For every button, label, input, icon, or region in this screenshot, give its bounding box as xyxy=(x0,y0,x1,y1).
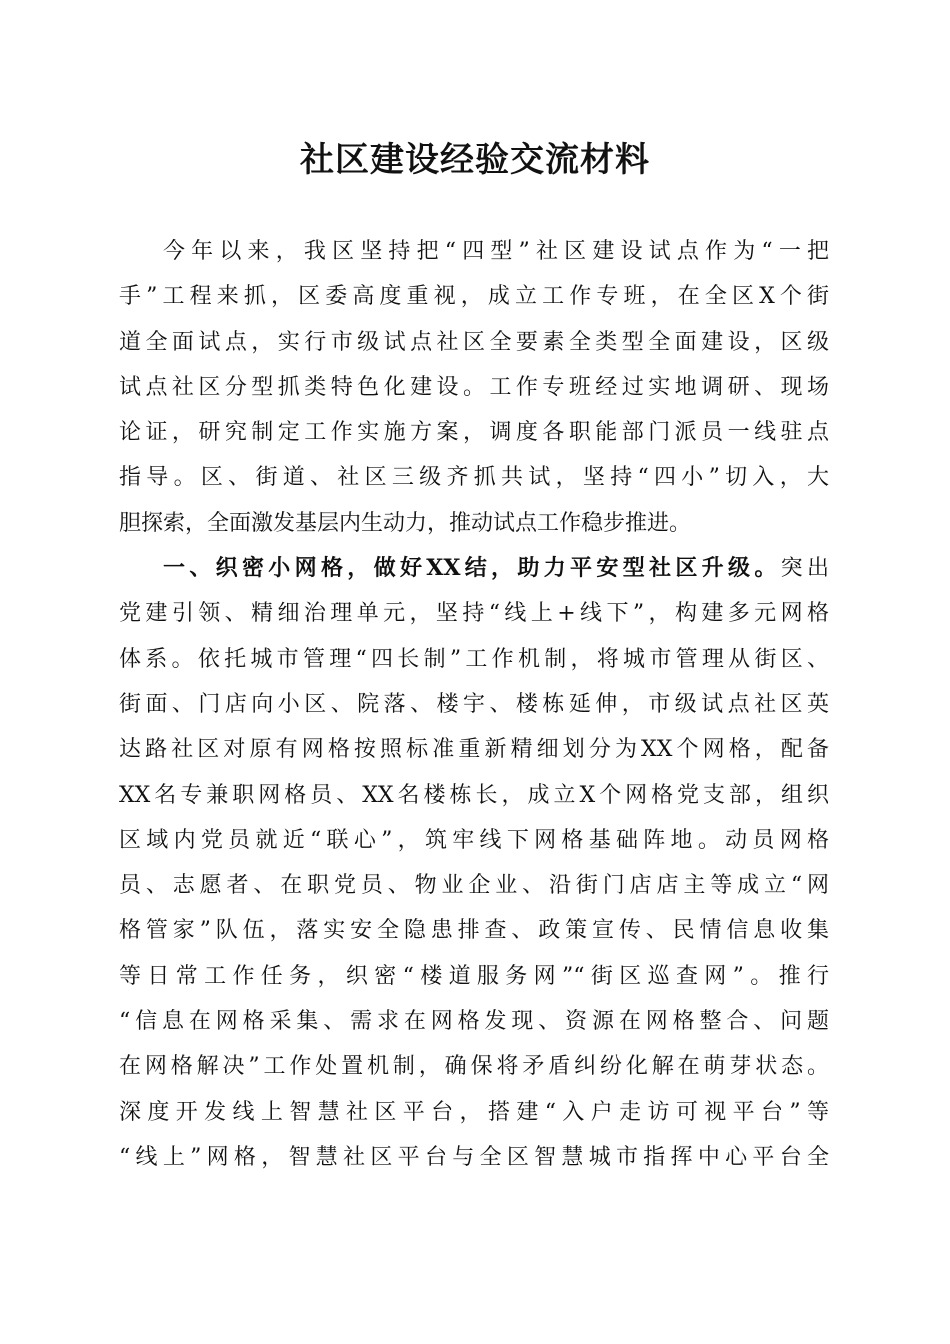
paragraph-line: 道全面试点，实行市级试点社区全要素全类型全面建设，区级 xyxy=(119,329,829,355)
paragraph-line: 街面、门店向小区、院落、楼宇、楼栋延伸，市级试点社区英 xyxy=(119,691,829,717)
paragraph-line: 在网格解决”工作处置机制，确保将矛盾纠纷化解在萌芽状态。 xyxy=(119,1054,829,1080)
paragraph-line: 格管家”队伍，落实安全隐患排查、政策宣传、民情信息收集 xyxy=(119,918,829,944)
paragraph-line: 员、志愿者、在职党员、物业企业、沿街门店店主等成立“网 xyxy=(119,873,829,899)
paragraph-line: 体系。依托城市管理“四长制”工作机制，将城市管理从街区、 xyxy=(119,646,829,672)
document-title: 社区建设经验交流材料 xyxy=(300,140,650,180)
paragraph-line: 试点社区分型抓类特色化建设。工作专班经过实地调研、现场 xyxy=(119,374,829,400)
paragraph-line: 达路社区对原有网格按照标准重新精细划分为XX个网格，配备 xyxy=(119,737,829,763)
paragraph-line: 今年以来，我区坚持把“四型”社区建设试点作为“一把 xyxy=(163,239,829,264)
paragraph-line: 手”工程来抓，区委高度重视，成立工作专班，在全区X个街 xyxy=(119,284,829,310)
paragraph-line: 等日常工作任务，织密“楼道服务网”“街区巡查网”。推行 xyxy=(119,963,829,989)
section-heading-line xyxy=(119,546,829,591)
paragraph-line: “线上”网格，智慧社区平台与全区智慧城市指挥中心平台全 xyxy=(119,1144,829,1170)
section-heading: 一、织密小网格，做好XX结，助力平安型社区升级。 xyxy=(163,555,781,582)
document-body xyxy=(119,229,829,1180)
paragraph-line: 胆探索，全面激发基层内生动力，推动试点工作稳步推进。 xyxy=(119,510,692,536)
paragraph-line: 党建引领、精细治理单元，坚持“线上+线下”，构建多元网格 xyxy=(119,601,829,627)
paragraph-line: “信息在网格采集、需求在网格发现、资源在网格整合、问题 xyxy=(119,1009,829,1035)
paragraph-line: 论证，研究制定工作实施方案，调度各职能部门派员一线驻点 xyxy=(119,420,829,446)
paragraph-line: XX名专兼职网格员、XX名楼栋长，成立X个网格党支部，组织 xyxy=(119,782,829,808)
paragraph-line: 深度开发线上智慧社区平台，搭建“入户走访可视平台”等 xyxy=(119,1099,829,1125)
paragraph-line: 指导。区、街道、社区三级齐抓共试，坚持“四小”切入，大 xyxy=(119,465,829,491)
paragraph-line: 区域内党员就近“联心”，筑牢线下网格基础阵地。动员网格 xyxy=(119,827,829,853)
section-heading-tail: 突出 xyxy=(780,556,829,582)
